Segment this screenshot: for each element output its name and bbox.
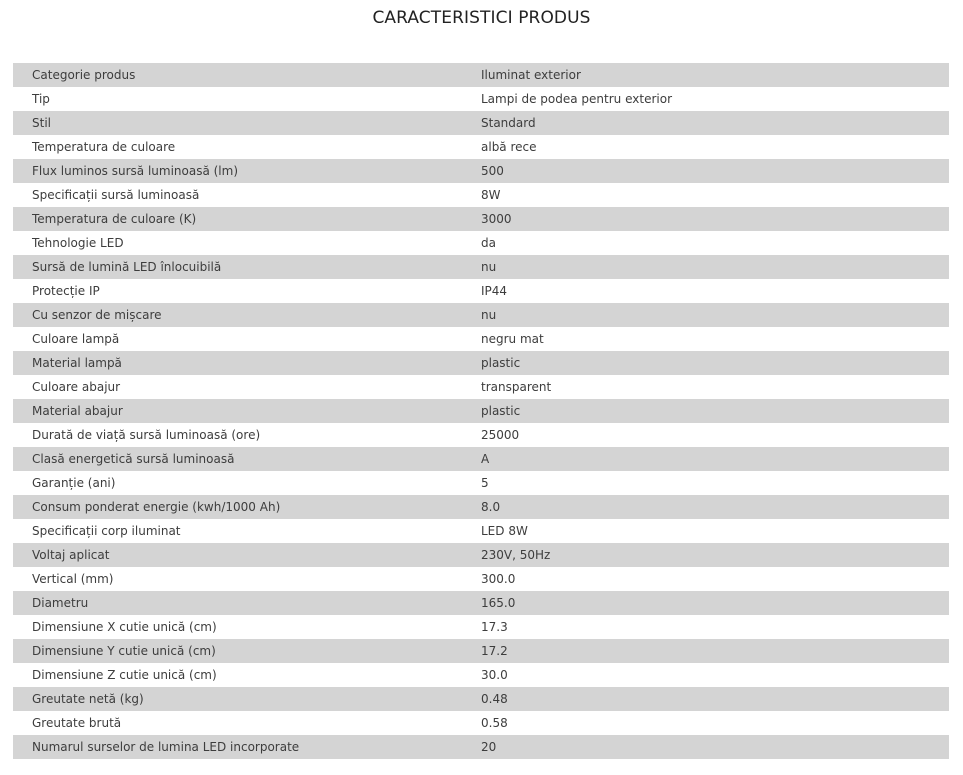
spec-label: Tehnologie LED xyxy=(32,236,124,250)
spec-row xyxy=(13,159,949,183)
spec-label: Dimensiune Z cutie unică (cm) xyxy=(32,668,217,682)
spec-value: 0.58 xyxy=(481,716,508,730)
spec-label: Diametru xyxy=(32,596,89,610)
spec-label: Sursă de lumină LED înlocuibilă xyxy=(32,260,222,274)
spec-row xyxy=(13,255,949,279)
spec-row xyxy=(13,519,949,543)
spec-label: Dimensiune X cutie unică (cm) xyxy=(32,620,217,634)
spec-label: Clasă energetică sursă luminoasă xyxy=(32,452,235,466)
spec-value: IP44 xyxy=(481,284,508,298)
spec-value: negru mat xyxy=(481,332,544,346)
spec-row xyxy=(13,111,949,135)
spec-label: Culoare abajur xyxy=(32,380,121,394)
spec-row xyxy=(13,87,949,111)
spec-value: 230V, 50Hz xyxy=(481,548,551,562)
spec-value: nu xyxy=(481,260,497,274)
spec-label: Garanție (ani) xyxy=(32,476,116,490)
spec-label: Material abajur xyxy=(32,404,123,418)
spec-value: nu xyxy=(481,308,497,322)
spec-label: Dimensiune Y cutie unică (cm) xyxy=(32,644,216,658)
spec-value: 17.3 xyxy=(481,620,508,634)
spec-value: 25000 xyxy=(481,428,520,442)
spec-label: Specificații sursă luminoasă xyxy=(32,188,200,202)
spec-value: Standard xyxy=(481,116,536,130)
spec-row xyxy=(13,351,949,375)
spec-value: albă rece xyxy=(481,140,537,154)
spec-row xyxy=(13,687,949,711)
spec-label: Temperatura de culoare (K) xyxy=(32,212,197,226)
spec-value: 165.0 xyxy=(481,596,516,610)
spec-label: Temperatura de culoare xyxy=(32,140,176,154)
spec-row xyxy=(13,591,949,615)
spec-row xyxy=(13,399,949,423)
spec-row xyxy=(13,735,949,759)
spec-row xyxy=(13,303,949,327)
spec-value: 8.0 xyxy=(481,500,501,514)
spec-value: 3000 xyxy=(481,212,512,226)
spec-row xyxy=(13,423,949,447)
spec-table xyxy=(13,63,949,759)
spec-value: 17.2 xyxy=(481,644,508,658)
spec-value: 5 xyxy=(481,476,489,490)
spec-label: Flux luminos sursă luminoasă (lm) xyxy=(32,164,239,178)
spec-label: Categorie produs xyxy=(32,68,136,82)
spec-row xyxy=(13,567,949,591)
spec-row xyxy=(13,639,949,663)
spec-value: 30.0 xyxy=(481,668,508,682)
spec-label: Durată de viață sursă luminoasă (ore) xyxy=(32,428,261,442)
spec-row xyxy=(13,663,949,687)
spec-row xyxy=(13,207,949,231)
spec-row xyxy=(13,231,949,255)
spec-value: Iluminat exterior xyxy=(481,68,581,82)
spec-value: plastic xyxy=(481,404,521,418)
spec-label: Stil xyxy=(32,116,51,130)
spec-label: Material lampă xyxy=(32,356,122,370)
spec-value: 300.0 xyxy=(481,572,516,586)
spec-row xyxy=(13,135,949,159)
spec-label: Protecție IP xyxy=(32,284,100,298)
spec-label: Greutate brută xyxy=(32,716,122,730)
spec-row xyxy=(13,183,949,207)
spec-label: Tip xyxy=(32,92,50,106)
spec-label: Vertical (mm) xyxy=(32,572,114,586)
spec-value: 500 xyxy=(481,164,504,178)
spec-row xyxy=(13,63,949,87)
spec-label: Voltaj aplicat xyxy=(32,548,110,562)
spec-row xyxy=(13,615,949,639)
spec-label: Cu senzor de mișcare xyxy=(32,308,162,322)
page-title: CARACTERISTICI PRODUS xyxy=(372,8,591,28)
spec-value: 20 xyxy=(481,740,497,754)
spec-value: LED 8W xyxy=(481,524,528,538)
spec-value: Lampi de podea pentru exterior xyxy=(481,92,673,106)
spec-row xyxy=(13,327,949,351)
spec-value: transparent xyxy=(481,380,552,394)
spec-label: Numarul surselor de lumina LED incorporate xyxy=(32,740,300,754)
spec-value: A xyxy=(481,452,490,466)
spec-row xyxy=(13,447,949,471)
spec-row xyxy=(13,495,949,519)
spec-label: Culoare lampă xyxy=(32,332,120,346)
spec-value: plastic xyxy=(481,356,521,370)
spec-label: Greutate netă (kg) xyxy=(32,692,144,706)
spec-row xyxy=(13,543,949,567)
spec-row xyxy=(13,279,949,303)
spec-row xyxy=(13,375,949,399)
spec-row xyxy=(13,471,949,495)
spec-label: Specificații corp iluminat xyxy=(32,524,181,538)
spec-table-body xyxy=(13,63,949,759)
spec-label: Consum ponderat energie (kwh/1000 Ah) xyxy=(32,500,281,514)
spec-value: da xyxy=(481,236,496,250)
spec-value: 8W xyxy=(481,188,501,202)
spec-value: 0.48 xyxy=(481,692,508,706)
spec-row xyxy=(13,711,949,735)
